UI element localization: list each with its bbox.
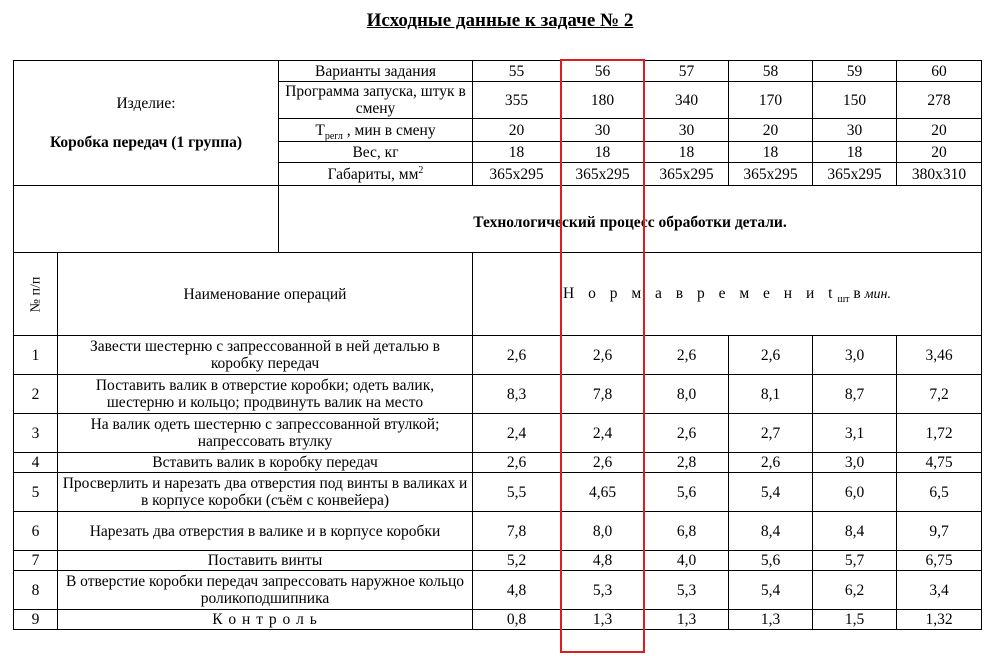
op-num: 6 xyxy=(14,512,58,551)
op-time: 2,7 xyxy=(729,414,813,453)
variant-num: 58 xyxy=(729,61,813,82)
dims-value: 365х295 xyxy=(813,163,897,186)
op-time: 5,5 xyxy=(473,473,561,512)
variant-num: 56 xyxy=(561,61,645,82)
op-time: 2,6 xyxy=(645,414,729,453)
weight-value: 18 xyxy=(473,142,561,163)
op-time: 2,6 xyxy=(473,336,561,375)
dims-value: 365х295 xyxy=(645,163,729,186)
op-num: 7 xyxy=(14,551,58,571)
treg-value: 20 xyxy=(729,119,813,142)
treg-label: $Т_{регл}$ , мин в смену xyxy=(279,119,473,142)
op-time: 4,0 xyxy=(645,551,729,571)
op-name: Поставить валик в отверстие коробки; одеть валик, шестерню и кольцо; продвинуть валик на место xyxy=(58,375,473,414)
variant-num: 55 xyxy=(473,61,561,82)
op-name: Поставить винты xyxy=(58,551,473,571)
op-time: 2,6 xyxy=(645,336,729,375)
op-time: 4,8 xyxy=(561,551,645,571)
table-row xyxy=(14,571,982,610)
table-row xyxy=(14,336,982,375)
treg-value: 20 xyxy=(897,119,982,142)
variants-row xyxy=(14,61,982,82)
treg-value: 30 xyxy=(813,119,897,142)
op-time: 3,1 xyxy=(813,414,897,453)
process-title-row xyxy=(14,186,982,253)
name-header: Наименование операций xyxy=(58,253,473,336)
op-time: 5,3 xyxy=(645,571,729,610)
op-time: 8,3 xyxy=(473,375,561,414)
program-value: 150 xyxy=(813,82,897,119)
op-time: 1,3 xyxy=(645,610,729,630)
variants-label: Варианты задания xyxy=(279,61,473,82)
empty-cell xyxy=(14,186,279,253)
op-time: 2,4 xyxy=(473,414,561,453)
op-time: 5,4 xyxy=(729,473,813,512)
op-time: 2,6 xyxy=(561,453,645,473)
op-num: 4 xyxy=(14,453,58,473)
op-time: 3,0 xyxy=(813,453,897,473)
op-num: 9 xyxy=(14,610,58,630)
treg-value: 30 xyxy=(561,119,645,142)
op-time: 2,6 xyxy=(473,453,561,473)
weight-value: 18 xyxy=(813,142,897,163)
table-row xyxy=(14,375,982,414)
program-value: 278 xyxy=(897,82,982,119)
op-time: 7,8 xyxy=(561,375,645,414)
op-time: 3,0 xyxy=(813,336,897,375)
op-time: 1,5 xyxy=(813,610,897,630)
op-time: 5,3 xyxy=(561,571,645,610)
op-time: 8,0 xyxy=(561,512,645,551)
op-time: 2,4 xyxy=(561,414,645,453)
op-time: 2,6 xyxy=(561,336,645,375)
op-num: 3 xyxy=(14,414,58,453)
num-header: № п/п xyxy=(14,253,58,336)
norm-header: Н о р м а в р е м е н и $t_{шт}$ в мин. xyxy=(473,253,982,336)
table-row xyxy=(14,610,982,630)
op-time: 8,4 xyxy=(729,512,813,551)
variant-num: 59 xyxy=(813,61,897,82)
dims-value: 380х310 xyxy=(897,163,982,186)
dims-label: Габариты, $мм^2$ xyxy=(279,163,473,186)
op-time: 9,7 xyxy=(897,512,982,551)
op-time: 5,2 xyxy=(473,551,561,571)
weight-value: 18 xyxy=(729,142,813,163)
op-time: 7,8 xyxy=(473,512,561,551)
op-name: Просверлить и нарезать два отверстия под винты в валиках и в корпусе коробки (съём с конвейера) xyxy=(58,473,473,512)
table-row xyxy=(14,473,982,512)
treg-value: 20 xyxy=(473,119,561,142)
op-time: 1,32 xyxy=(897,610,982,630)
source-data-table xyxy=(13,60,982,630)
op-time: 6,2 xyxy=(813,571,897,610)
op-name: Завести шестерню с запрессованной в ней деталью в коробку передач xyxy=(58,336,473,375)
variant-num: 60 xyxy=(897,61,982,82)
program-value: 170 xyxy=(729,82,813,119)
table-row xyxy=(14,512,982,551)
op-time: 3,46 xyxy=(897,336,982,375)
op-name: На валик одеть шестерню с запрессованной втулкой; напрессовать втулку xyxy=(58,414,473,453)
op-time: 6,5 xyxy=(897,473,982,512)
weight-value: 18 xyxy=(645,142,729,163)
dims-value: 365х295 xyxy=(561,163,645,186)
op-time: 8,0 xyxy=(645,375,729,414)
program-label: Программа запуска, штук в смену xyxy=(279,82,473,119)
op-name: В отверстие коробки передач запрессовать наружное кольцо роликоподшипника xyxy=(58,571,473,610)
op-time: 4,8 xyxy=(473,571,561,610)
weight-label: Вес, кг xyxy=(279,142,473,163)
op-time: 6,8 xyxy=(645,512,729,551)
treg-value: 30 xyxy=(645,119,729,142)
op-time: 4,75 xyxy=(897,453,982,473)
op-time: 2,8 xyxy=(645,453,729,473)
program-value: 180 xyxy=(561,82,645,119)
weight-value: 18 xyxy=(561,142,645,163)
op-time: 0,8 xyxy=(473,610,561,630)
op-time: 1,72 xyxy=(897,414,982,453)
op-time: 8,4 xyxy=(813,512,897,551)
operations-header-row xyxy=(14,253,982,336)
weight-value: 20 xyxy=(897,142,982,163)
op-time: 8,7 xyxy=(813,375,897,414)
op-time: 6,75 xyxy=(897,551,982,571)
program-value: 340 xyxy=(645,82,729,119)
op-time: 1,3 xyxy=(729,610,813,630)
op-name: Вставить валик в коробку передач xyxy=(58,453,473,473)
op-time: 5,4 xyxy=(729,571,813,610)
dims-value: 365х295 xyxy=(729,163,813,186)
op-time: 6,0 xyxy=(813,473,897,512)
op-time: 2,6 xyxy=(729,453,813,473)
table-row xyxy=(14,453,982,473)
dims-value: 365х295 xyxy=(473,163,561,186)
op-num: 1 xyxy=(14,336,58,375)
op-time: 5,6 xyxy=(729,551,813,571)
variant-num: 57 xyxy=(645,61,729,82)
program-value: 355 xyxy=(473,82,561,119)
product-label: Изделие: xyxy=(116,95,176,112)
product-name: Коробка передач (1 группа) xyxy=(49,134,243,151)
op-time: 3,4 xyxy=(897,571,982,610)
op-time: 2,6 xyxy=(729,336,813,375)
op-name: Нарезать два отверстия в валике и в корпусе коробки xyxy=(58,512,473,551)
table-row xyxy=(14,414,982,453)
op-time: 7,2 xyxy=(897,375,982,414)
op-num: 8 xyxy=(14,571,58,610)
process-title: Технологический процесс обработки детали. xyxy=(279,186,982,253)
op-num: 2 xyxy=(14,375,58,414)
op-num: 5 xyxy=(14,473,58,512)
op-time: 5,7 xyxy=(813,551,897,571)
op-time: 8,1 xyxy=(729,375,813,414)
table-row xyxy=(14,551,982,571)
op-time: 1,3 xyxy=(561,610,645,630)
product-cell xyxy=(14,61,279,186)
op-time: 5,6 xyxy=(645,473,729,512)
op-time: 4,65 xyxy=(561,473,645,512)
op-name: К о н т р о л ь xyxy=(58,610,473,630)
page-title: Исходные данные к задаче № 2 xyxy=(366,10,634,31)
